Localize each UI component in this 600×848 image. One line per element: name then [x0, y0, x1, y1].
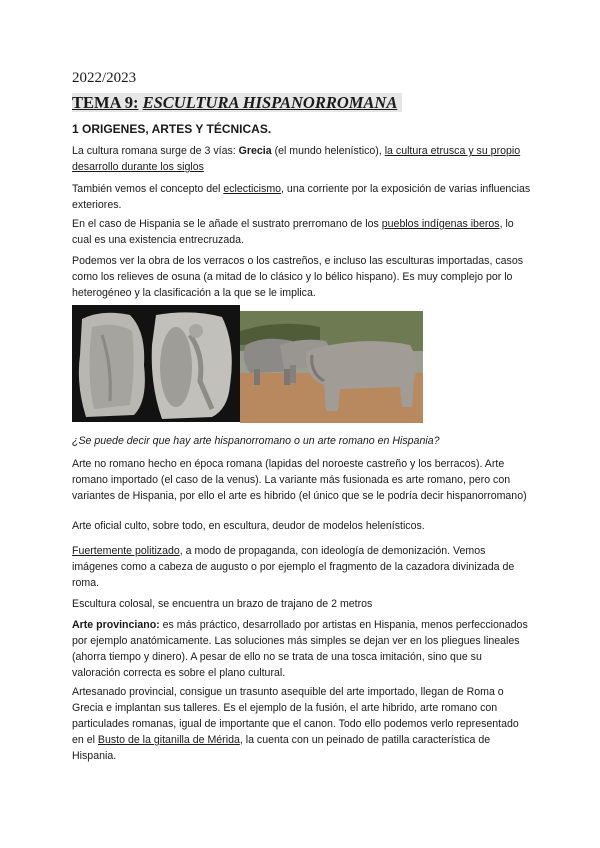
text-run: , una corriente por la exposición de varias influencias exteriores.: [72, 183, 531, 211]
bold-term: Arte provinciano:: [72, 619, 160, 631]
underlined-term: eclecticismo: [223, 183, 282, 195]
verracos-photo: [240, 311, 423, 423]
underlined-term: pueblos indígenas iberos: [381, 218, 500, 230]
paragraph-arte-no-romano: Arte no romano hecho en época romana (lapidas del noroeste castreño y los berracos). Arte romano importado (el caso de la venus). La variante más fusionada es arte romano, pero con variantes de Hispania, por ello el arte es hibrido (el único que se le podría decir hispanorromano): [72, 458, 527, 502]
text-run: es más práctico, desarrollado por artistas en Hispania, menos perfeccionados por ejemplo anatómicamente. Las soluciones más simples se dejan ver en los pliegues lineales (ahorra tiempo y dinero). A pesar de ello no se trata de una tosca imitación, sino que su valoración correcta es sobre el plano cultural.: [72, 619, 528, 679]
text-run: , la cuenta con un peinado de patilla característica de Hispania.: [72, 734, 491, 762]
underlined-term: la cultura etrusca y su propio desarrollo durante los siglos: [72, 145, 521, 173]
bold-term: Grecia: [238, 145, 272, 157]
text-run: En el caso de Hispania se le añade el sustrato prerromano de los: [72, 218, 382, 230]
paragraph-artesanado: [72, 684, 532, 764]
section-heading: 1 ORIGENES, ARTES Y TÉCNICAS.: [72, 122, 272, 136]
paragraph-origins: [72, 143, 532, 175]
paragraph-arte-provinciano: [72, 617, 532, 681]
academic-year: 2022/2023: [72, 70, 137, 86]
paragraph-eclecticism: [72, 181, 532, 213]
text-run: , a modo de propaganda, con ideología de demonización. Vemos imágenes como a cabeza de augusto o por ejemplo el fragmento de la cazadora divinizada de roma.: [72, 545, 515, 589]
text-run: (el mundo helenístico),: [271, 145, 385, 157]
paragraph-arte-oficial: Arte oficial culto, sobre todo, en escultura, deudor de modelos helenísticos.: [72, 520, 425, 532]
tema-title: ESCULTURA HISPANORROMANA: [142, 93, 398, 112]
text-run: , lo cual es una existencia entrecruzada.: [72, 218, 514, 246]
underlined-term: Busto de la gitanilla de Mérida: [97, 734, 240, 746]
section-question: ¿Se puede decir que hay arte hispanorromano o un arte romano en Hispania?: [72, 435, 440, 447]
page-title: [72, 93, 402, 112]
paragraph-verracos: Podemos ver la obra de los verracos o los castreños, e incluso las esculturas importadas, casos como los relieves de osuna (a mitad de lo clásico y lo bélico hispano). Es muy complejo por lo heterogéneo y la clasificación a la que se le implica.: [72, 255, 524, 299]
paragraph-politizado: [72, 543, 532, 591]
paragraph-hispania: [72, 216, 532, 248]
text-run: La cultura romana surge de 3 vías:: [72, 145, 239, 157]
osuna-relief-photo: [72, 305, 240, 422]
text-run: También vemos el concepto del: [72, 183, 224, 195]
paragraph-escultura-colosal: Escultura colosal, se encuentra un brazo de trajano de 2 metros: [72, 598, 373, 610]
text-run: Artesanado provincial, consigue un trasunto asequible del arte importado, llegan de Roma o Grecia e implantan sus talleres. Es el ejemplo de la fusión, el arte hibrido, arte romano con particulades romanas, igual de importante que el canon. Todo ello podemos verlo representado en el: [72, 686, 519, 746]
tema-number: TEMA 9:: [72, 93, 139, 112]
underlined-term: Fuertemente politizado: [72, 545, 180, 557]
